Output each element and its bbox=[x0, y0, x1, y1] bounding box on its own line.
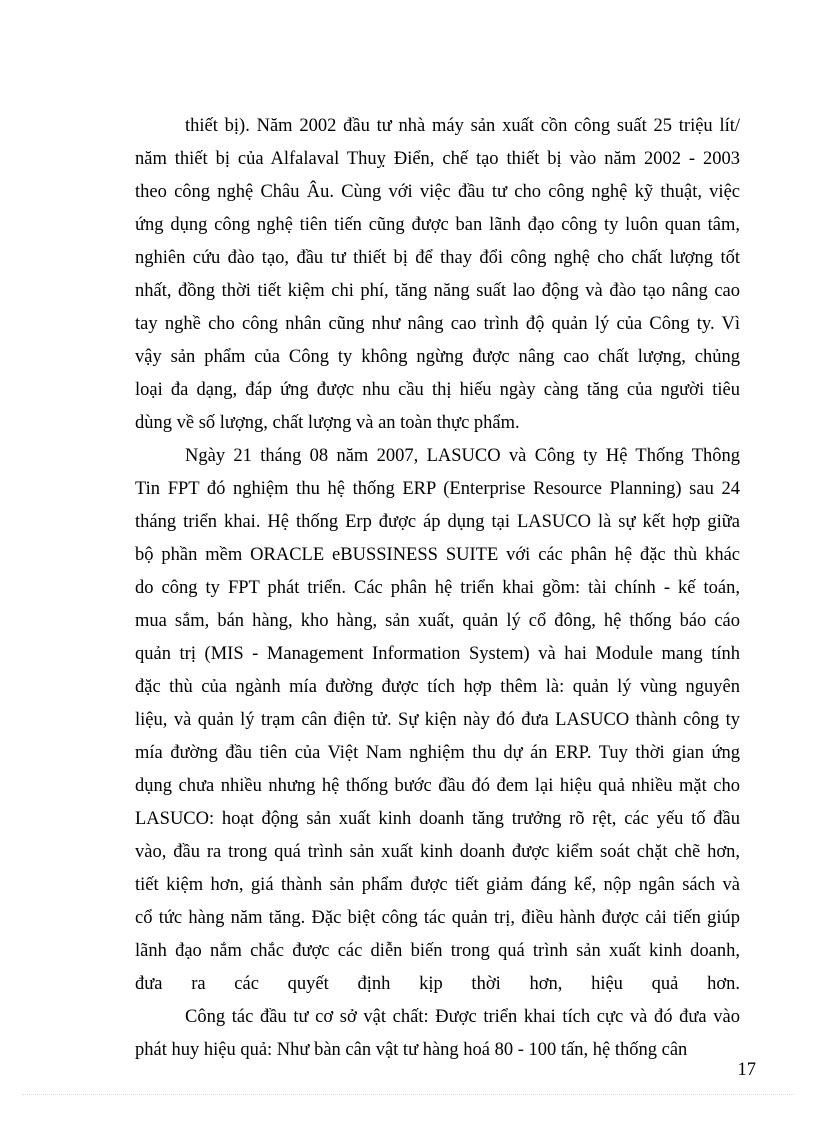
paragraph-1-line-3: theo công nghệ Châu Âu. Cùng với việc đầu tư cho công nghệ kỹ thuật, việc bbox=[135, 182, 740, 202]
paragraph-1-line-6: nhất, đồng thời tiết kiệm chi phí, tăng năng suất lao động và đào tạo nâng cao bbox=[135, 281, 740, 301]
paragraph-2-line-12: LASUCO: hoạt động sản xuất kinh doanh tăng trưởng rõ rệt, các yếu tố đầu bbox=[135, 809, 740, 829]
paragraph-3-line-1: Công tác đầu tư cơ sở vật chất: Được triển khai tích cực và đó đưa vào bbox=[185, 1007, 740, 1027]
paragraph-2-line-15: cổ tức hàng năm tăng. Đặc biệt công tác quản trị, điều hành được cải tiến giúp bbox=[135, 908, 740, 928]
paragraph-2-line-5: do công ty FPT phát triển. Các phân hệ triển khai gồm: tài chính - kế toán, bbox=[135, 578, 740, 598]
paragraph-2-line-1: Ngày 21 tháng 08 năm 2007, LASUCO và Công ty Hệ Thống Thông bbox=[185, 446, 740, 466]
paragraph-2-line-17: đưa ra các quyết định kịp thời hơn, hiệu quả hơn. bbox=[135, 974, 740, 994]
paragraph-2-line-3: tháng triển khai. Hệ thống Erp được áp dụng tại LASUCO là sự kết hợp giữa bbox=[135, 512, 740, 532]
paragraph-2-line-14: tiết kiệm hơn, giá thành sản phẩm được tiết giảm đáng kể, nộp ngân sách và bbox=[135, 875, 740, 895]
paragraph-1-line-9: loại đa dạng, đáp ứng được nhu cầu thị hiếu ngày càng tăng của người tiêu bbox=[135, 380, 740, 400]
paragraph-1-line-5: nghiên cứu đào tạo, đầu tư thiết bị để thay đổi công nghệ cho chất lượng tốt bbox=[135, 248, 740, 268]
paragraph-1-line-4: ứng dụng công nghệ tiên tiến cũng được ban lãnh đạo công ty luôn quan tâm, bbox=[135, 215, 740, 235]
paragraph-2-line-11: dụng chưa nhiều nhưng hệ thống bước đầu đó đem lại hiệu quả nhiều mặt cho bbox=[135, 776, 740, 796]
paragraph-2-line-13: vào, đầu ra trong quá trình sản xuất kinh doanh được kiểm soát chặt chẽ hơn, bbox=[135, 842, 740, 862]
paragraph-1-line-1: thiết bị). Năm 2002 đầu tư nhà máy sản xuất cồn công suất 25 triệu lít/ bbox=[185, 116, 740, 136]
paragraph-2-line-4: bộ phần mềm ORACLE eBUSSINESS SUITE với các phân hệ đặc thù khác bbox=[135, 545, 740, 565]
paragraph-1-line-7: tay nghề cho công nhân cũng như nâng cao trình độ quản lý của Công ty. Vì bbox=[135, 314, 740, 334]
paragraph-2-line-8: đặc thù của ngành mía đường được tích hợp thêm là: quản lý vùng nguyên bbox=[135, 677, 740, 697]
paragraph-3-line-2: phát huy hiệu quả: Như bàn cân vật tư hàng hoá 80 - 100 tấn, hệ thống cân bbox=[135, 1040, 688, 1060]
paragraph-1-line-10: dùng về số lượng, chất lượng và an toàn thực phẩm. bbox=[135, 413, 520, 433]
footer-divider bbox=[22, 1094, 794, 1095]
paragraph-1-line-8: vậy sản phẩm của Công ty không ngừng được nâng cao chất lượng, chủng bbox=[135, 347, 740, 367]
paragraph-2-line-16: lãnh đạo nắm chắc được các diễn biến trong quá trình sản xuất kinh doanh, bbox=[135, 941, 740, 961]
paragraph-2-line-7: quản trị (MIS - Management Information System) và hai Module mang tính bbox=[135, 644, 740, 664]
paragraph-1-line-2: năm thiết bị của Alfalaval Thuỵ Điển, chế tạo thiết bị vào năm 2002 - 2003 bbox=[135, 149, 740, 169]
paragraph-2-line-2: Tin FPT đó nghiệm thu hệ thống ERP (Enterprise Resource Planning) sau 24 bbox=[135, 479, 740, 499]
paragraph-2-line-9: liệu, và quản lý trạm cân điện tử. Sự kiện này đó đưa LASUCO thành công ty bbox=[135, 710, 740, 730]
page-number: 17 bbox=[737, 1060, 756, 1080]
paragraph-2-line-6: mua sắm, bán hàng, kho hàng, sản xuất, quản lý cổ đông, hệ thống báo cáo bbox=[135, 611, 740, 631]
paragraph-2-line-10: mía đường đầu tiên của Việt Nam nghiệm thu dự án ERP. Tuy thời gian ứng bbox=[135, 743, 740, 763]
